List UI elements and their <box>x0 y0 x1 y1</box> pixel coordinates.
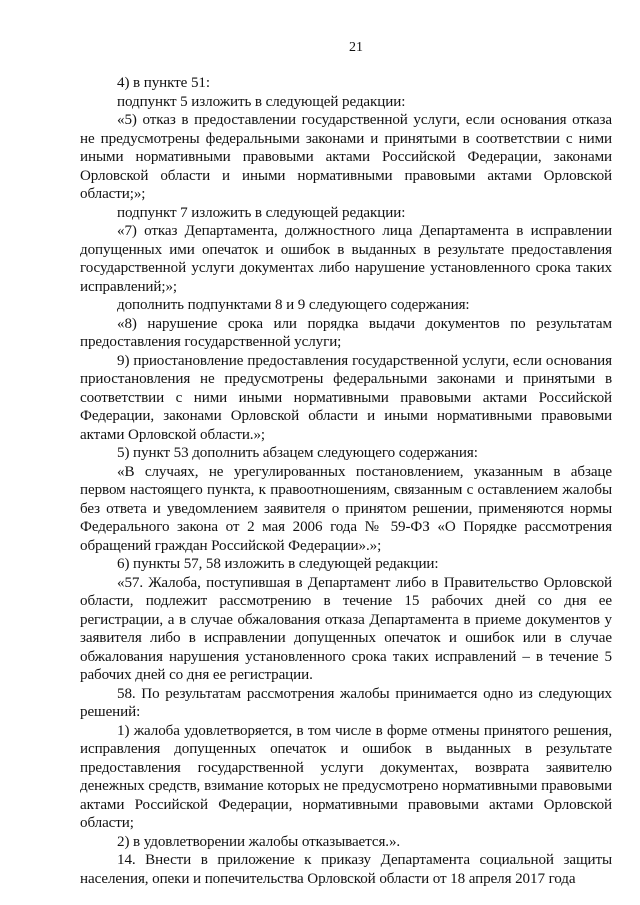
paragraph-subitem-5-text: «5) отказ в предоставлении государственной услуги, если основания отказа не предусмотрены федеральными законами и принятыми в соответствии с ними иными нормативными правовыми актами Российской Федерации, законами Орловской области и иными нормативными правовыми актами Орловской области;»; <box>80 112 612 202</box>
paragraph-point-57: «57. Жалоба, поступившая в Департамент либо в Правительство Орловской области, подлежит рассмотрению в течение 15 рабочих дней со дня ее регистрации, а в случае обжалования отказа Департамента в приеме документов у заявителя либо в исправлении допущенных опечаток и ошибок или в случае обжалования нарушения установленного срока таких исправлений – в течение 5 рабочих дней со дня ее регистрации. <box>80 574 612 683</box>
paragraph-subitem-8-text: «8) нарушение срока или порядка выдачи документов по результатам предоставления государственной услуги; <box>80 315 612 350</box>
paragraph-item-4: 4) в пункте 51: <box>117 75 210 91</box>
paragraph-add-subitems-header: дополнить подпунктами 8 и 9 следующего содержания: <box>117 297 470 313</box>
paragraph-subitem-9-text: 9) приостановление предоставления государственной услуги, если основания приостановления не предусмотрены федеральными законами и принятыми в соответствии с ними иными нормативными правовыми актами Российской Федерации, законами Орловской области и иными нормативными правовыми актами Орловской области.»; <box>80 352 612 443</box>
paragraph-item-5: 5) пункт 53 дополнить абзацем следующего содержания: <box>117 445 478 461</box>
paragraph-subitem-7-text: «7) отказ Департамента, должностного лица Департамента в исправлении допущенных ими опечаток и ошибок в выданных в результате предоставления государственной услуги документах либо нарушение установленного срока таких исправлений;»; <box>80 223 612 295</box>
paragraph-item-14: 14. Внести в приложение к приказу Департамента социальной защиты населения, опеки и попечительства Орловской области от 18 апреля 2017 года <box>80 852 612 887</box>
paragraph-point-58-option-1: 1) жалоба удовлетворяется, в том числе в форме отмены принятого решения, исправления допущенных опечаток и ошибок в выданных в результате предоставления государственной услуги документах, возврата заявителю денежных средств, взимание которых не предусмотрено нормативными правовыми актами Российской Федерации, нормативными правовыми актами Орловской области; <box>80 722 612 831</box>
paragraph-item-6: 6) пункты 57, 58 изложить в следующей редакции: <box>117 556 439 572</box>
page-number: 21 <box>349 40 363 55</box>
paragraph-item-5-text: «В случаях, не урегулированных постановлением, указанным в абзаце первом настоящего пункта, к правоотношениям, связанным с оставлением жалобы без ответа и уведомлением заявителя о принятом решении, применяются нормы Федерального закона от 2 мая 2006 года № 59-ФЗ «О Порядке рассмотрения обращений граждан Российской Федерации».»; <box>80 463 612 554</box>
paragraph-point-58: 58. По результатам рассмотрения жалобы принимается одно из следующих решений: <box>80 685 612 720</box>
paragraph-subitem-7-header: подпункт 7 изложить в следующей редакции: <box>117 204 406 221</box>
paragraph-point-58-option-2: 2) в удовлетворении жалобы отказывается.». <box>117 833 401 850</box>
paragraph-subitem-5-header: подпункт 5 изложить в следующей редакции: <box>117 93 406 110</box>
